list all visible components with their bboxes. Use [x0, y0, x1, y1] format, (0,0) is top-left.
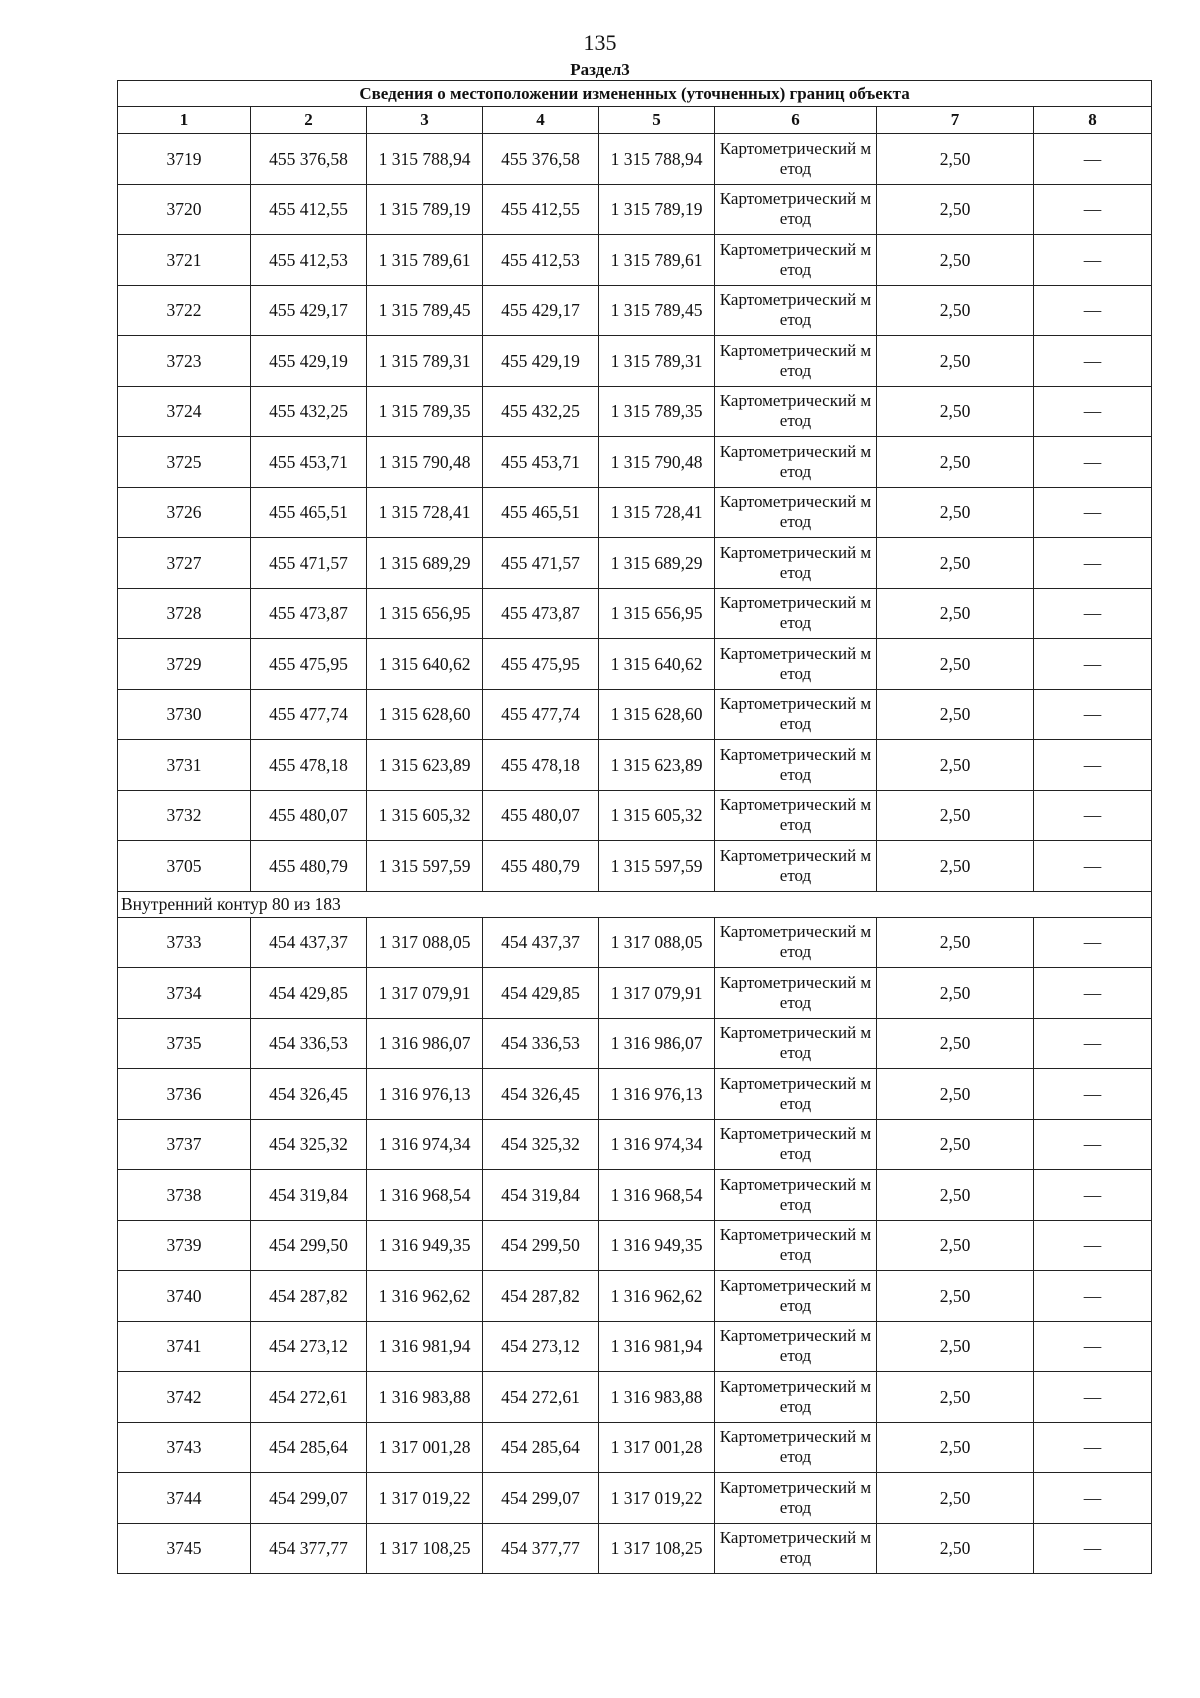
y-new-cell: 1 315 628,60 — [599, 689, 715, 740]
y-new-cell: 1 315 789,19 — [599, 184, 715, 235]
table-row — [118, 1018, 1152, 1069]
point-number-cell: 3729 — [118, 639, 251, 690]
point-number-cell: 3744 — [118, 1473, 251, 1524]
accuracy-cell: 2,50 — [877, 917, 1034, 968]
method-cell: Картометрический метод — [715, 968, 877, 1019]
method-cell: Картометрический метод — [715, 386, 877, 437]
y-new-cell: 1 315 656,95 — [599, 588, 715, 639]
accuracy-cell: 2,50 — [877, 336, 1034, 387]
note-cell: — — [1034, 184, 1152, 235]
accuracy-cell: 2,50 — [877, 134, 1034, 185]
x-existing-cell: 454 299,50 — [251, 1220, 367, 1271]
method-cell: Картометрический метод — [715, 1069, 877, 1120]
accuracy-cell: 2,50 — [877, 1170, 1034, 1221]
note-cell: — — [1034, 235, 1152, 286]
column-number: 5 — [599, 107, 715, 134]
column-number: 8 — [1034, 107, 1152, 134]
point-number-cell: 3721 — [118, 235, 251, 286]
y-existing-cell: 1 316 976,13 — [367, 1069, 483, 1120]
y-existing-cell: 1 316 983,88 — [367, 1372, 483, 1423]
table-row — [118, 285, 1152, 336]
method-cell: Картометрический метод — [715, 487, 877, 538]
y-existing-cell: 1 315 789,61 — [367, 235, 483, 286]
accuracy-cell: 2,50 — [877, 1321, 1034, 1372]
x-existing-cell: 454 299,07 — [251, 1473, 367, 1524]
method-cell: Картометрический метод — [715, 790, 877, 841]
x-new-cell: 454 299,07 — [483, 1473, 599, 1524]
note-cell: — — [1034, 1220, 1152, 1271]
note-cell: — — [1034, 1069, 1152, 1120]
table-row — [118, 437, 1152, 488]
method-cell: Картометрический метод — [715, 1473, 877, 1524]
x-existing-cell: 454 437,37 — [251, 917, 367, 968]
x-existing-cell: 454 326,45 — [251, 1069, 367, 1120]
y-existing-cell: 1 315 788,94 — [367, 134, 483, 185]
note-cell: — — [1034, 1321, 1152, 1372]
y-new-cell: 1 315 640,62 — [599, 639, 715, 690]
table-row — [118, 1372, 1152, 1423]
column-number: 3 — [367, 107, 483, 134]
table-row — [118, 1069, 1152, 1120]
y-existing-cell: 1 315 656,95 — [367, 588, 483, 639]
y-new-cell: 1 315 789,45 — [599, 285, 715, 336]
point-number-cell: 3738 — [118, 1170, 251, 1221]
y-existing-cell: 1 316 962,62 — [367, 1271, 483, 1322]
table-caption: Сведения о местоположении измененных (уточненных) границ объекта — [118, 81, 1152, 107]
x-existing-cell: 454 325,32 — [251, 1119, 367, 1170]
accuracy-cell: 2,50 — [877, 1220, 1034, 1271]
x-existing-cell: 455 429,17 — [251, 285, 367, 336]
accuracy-cell: 2,50 — [877, 588, 1034, 639]
x-existing-cell: 454 273,12 — [251, 1321, 367, 1372]
accuracy-cell: 2,50 — [877, 790, 1034, 841]
point-number-cell: 3723 — [118, 336, 251, 387]
x-new-cell: 455 429,17 — [483, 285, 599, 336]
method-cell: Картометрический метод — [715, 1271, 877, 1322]
table-row — [118, 538, 1152, 589]
method-cell: Картометрический метод — [715, 134, 877, 185]
point-number-cell: 3719 — [118, 134, 251, 185]
method-cell: Картометрический метод — [715, 184, 877, 235]
method-cell: Картометрический метод — [715, 588, 877, 639]
note-cell: — — [1034, 740, 1152, 791]
note-cell: — — [1034, 1523, 1152, 1574]
y-new-cell: 1 315 597,59 — [599, 841, 715, 892]
point-number-cell: 3727 — [118, 538, 251, 589]
y-existing-cell: 1 315 789,45 — [367, 285, 483, 336]
x-new-cell: 455 478,18 — [483, 740, 599, 791]
page-number: 135 — [583, 30, 617, 55]
x-new-cell: 454 377,77 — [483, 1523, 599, 1574]
x-existing-cell: 455 480,07 — [251, 790, 367, 841]
note-cell: — — [1034, 689, 1152, 740]
point-number-cell: 3737 — [118, 1119, 251, 1170]
table-row — [118, 1271, 1152, 1322]
accuracy-cell: 2,50 — [877, 1069, 1034, 1120]
x-new-cell: 455 475,95 — [483, 639, 599, 690]
table-row — [118, 336, 1152, 387]
y-existing-cell: 1 316 974,34 — [367, 1119, 483, 1170]
point-number-cell: 3724 — [118, 386, 251, 437]
x-existing-cell: 454 272,61 — [251, 1372, 367, 1423]
point-number-cell: 3731 — [118, 740, 251, 791]
x-existing-cell: 455 465,51 — [251, 487, 367, 538]
point-number-cell: 3736 — [118, 1069, 251, 1120]
table-row — [118, 1473, 1152, 1524]
y-existing-cell: 1 315 597,59 — [367, 841, 483, 892]
method-cell: Картометрический метод — [715, 1523, 877, 1574]
table-row — [118, 1220, 1152, 1271]
method-cell: Картометрический метод — [715, 1119, 877, 1170]
accuracy-cell: 2,50 — [877, 689, 1034, 740]
x-new-cell: 455 477,74 — [483, 689, 599, 740]
point-number-cell: 3745 — [118, 1523, 251, 1574]
y-new-cell: 1 316 976,13 — [599, 1069, 715, 1120]
point-number-cell: 3733 — [118, 917, 251, 968]
y-existing-cell: 1 316 949,35 — [367, 1220, 483, 1271]
y-new-cell: 1 317 108,25 — [599, 1523, 715, 1574]
table-row — [118, 1170, 1152, 1221]
y-existing-cell: 1 317 001,28 — [367, 1422, 483, 1473]
table-row — [118, 1321, 1152, 1372]
y-existing-cell: 1 317 108,25 — [367, 1523, 483, 1574]
table-row — [118, 1422, 1152, 1473]
y-new-cell: 1 316 962,62 — [599, 1271, 715, 1322]
point-number-cell: 3726 — [118, 487, 251, 538]
x-existing-cell: 455 473,87 — [251, 588, 367, 639]
y-existing-cell: 1 316 986,07 — [367, 1018, 483, 1069]
column-number: 6 — [715, 107, 877, 134]
point-number-cell: 3740 — [118, 1271, 251, 1322]
y-existing-cell: 1 316 981,94 — [367, 1321, 483, 1372]
point-number-cell: 3730 — [118, 689, 251, 740]
x-new-cell: 455 480,79 — [483, 841, 599, 892]
method-cell: Картометрический метод — [715, 1220, 877, 1271]
y-existing-cell: 1 315 789,19 — [367, 184, 483, 235]
table-row — [118, 639, 1152, 690]
accuracy-cell: 2,50 — [877, 184, 1034, 235]
y-new-cell: 1 315 790,48 — [599, 437, 715, 488]
x-existing-cell: 454 287,82 — [251, 1271, 367, 1322]
table-body — [118, 134, 1152, 1574]
x-existing-cell: 455 432,25 — [251, 386, 367, 437]
note-cell: — — [1034, 1018, 1152, 1069]
table-row — [118, 588, 1152, 639]
x-new-cell: 454 336,53 — [483, 1018, 599, 1069]
y-new-cell: 1 315 623,89 — [599, 740, 715, 791]
accuracy-cell: 2,50 — [877, 1018, 1034, 1069]
x-existing-cell: 455 429,19 — [251, 336, 367, 387]
y-new-cell: 1 316 981,94 — [599, 1321, 715, 1372]
accuracy-cell: 2,50 — [877, 841, 1034, 892]
x-new-cell: 454 429,85 — [483, 968, 599, 1019]
point-number-cell: 3705 — [118, 841, 251, 892]
note-cell: — — [1034, 1119, 1152, 1170]
x-existing-cell: 455 480,79 — [251, 841, 367, 892]
point-number-cell: 3739 — [118, 1220, 251, 1271]
y-new-cell: 1 317 079,91 — [599, 968, 715, 1019]
note-cell: — — [1034, 1473, 1152, 1524]
method-cell: Картометрический метод — [715, 235, 877, 286]
note-cell: — — [1034, 968, 1152, 1019]
accuracy-cell: 2,50 — [877, 639, 1034, 690]
accuracy-cell: 2,50 — [877, 968, 1034, 1019]
section-title: Раздел3 — [570, 60, 630, 79]
method-cell: Картометрический метод — [715, 1170, 877, 1221]
accuracy-cell: 2,50 — [877, 1271, 1034, 1322]
point-number-cell: 3743 — [118, 1422, 251, 1473]
method-cell: Картометрический метод — [715, 1018, 877, 1069]
x-new-cell: 454 325,32 — [483, 1119, 599, 1170]
x-new-cell: 454 272,61 — [483, 1372, 599, 1423]
x-existing-cell: 455 412,55 — [251, 184, 367, 235]
y-new-cell: 1 317 001,28 — [599, 1422, 715, 1473]
x-new-cell: 455 429,19 — [483, 336, 599, 387]
note-cell: — — [1034, 917, 1152, 968]
x-existing-cell: 454 429,85 — [251, 968, 367, 1019]
x-new-cell: 454 326,45 — [483, 1069, 599, 1120]
x-new-cell: 454 299,50 — [483, 1220, 599, 1271]
table-row — [118, 235, 1152, 286]
y-new-cell: 1 315 689,29 — [599, 538, 715, 589]
point-number-cell: 3722 — [118, 285, 251, 336]
table-row — [118, 968, 1152, 1019]
x-new-cell: 455 480,07 — [483, 790, 599, 841]
y-new-cell: 1 316 986,07 — [599, 1018, 715, 1069]
note-cell: — — [1034, 639, 1152, 690]
x-existing-cell: 454 285,64 — [251, 1422, 367, 1473]
x-existing-cell: 455 412,53 — [251, 235, 367, 286]
x-new-cell: 455 473,87 — [483, 588, 599, 639]
x-existing-cell: 455 376,58 — [251, 134, 367, 185]
note-cell: — — [1034, 386, 1152, 437]
table-row — [118, 689, 1152, 740]
column-number: 4 — [483, 107, 599, 134]
y-new-cell: 1 315 789,31 — [599, 336, 715, 387]
boundary-coordinates-table — [117, 80, 1152, 1574]
x-new-cell: 455 465,51 — [483, 487, 599, 538]
y-existing-cell: 1 315 605,32 — [367, 790, 483, 841]
note-cell: — — [1034, 134, 1152, 185]
y-new-cell: 1 315 788,94 — [599, 134, 715, 185]
y-existing-cell: 1 315 789,35 — [367, 386, 483, 437]
accuracy-cell: 2,50 — [877, 538, 1034, 589]
x-existing-cell: 455 477,74 — [251, 689, 367, 740]
point-number-cell: 3732 — [118, 790, 251, 841]
y-existing-cell: 1 315 628,60 — [367, 689, 483, 740]
accuracy-cell: 2,50 — [877, 1422, 1034, 1473]
note-cell: — — [1034, 437, 1152, 488]
method-cell: Картометрический метод — [715, 285, 877, 336]
point-number-cell: 3735 — [118, 1018, 251, 1069]
y-existing-cell: 1 315 790,48 — [367, 437, 483, 488]
method-cell: Картометрический метод — [715, 689, 877, 740]
method-cell: Картометрический метод — [715, 639, 877, 690]
point-number-cell: 3728 — [118, 588, 251, 639]
y-new-cell: 1 317 088,05 — [599, 917, 715, 968]
x-new-cell: 454 437,37 — [483, 917, 599, 968]
y-existing-cell: 1 315 640,62 — [367, 639, 483, 690]
note-cell: — — [1034, 1271, 1152, 1322]
y-existing-cell: 1 317 088,05 — [367, 917, 483, 968]
table-row — [118, 487, 1152, 538]
method-cell: Картометрический метод — [715, 1372, 877, 1423]
method-cell: Картометрический метод — [715, 740, 877, 791]
accuracy-cell: 2,50 — [877, 740, 1034, 791]
x-existing-cell: 455 471,57 — [251, 538, 367, 589]
column-number-row — [118, 107, 1152, 134]
table-row — [118, 917, 1152, 968]
y-existing-cell: 1 315 689,29 — [367, 538, 483, 589]
contour-label: Внутренний контур 80 из 183 — [118, 891, 1152, 917]
table-row — [118, 1119, 1152, 1170]
y-new-cell: 1 315 789,35 — [599, 386, 715, 437]
method-cell: Картометрический метод — [715, 437, 877, 488]
y-new-cell: 1 316 968,54 — [599, 1170, 715, 1221]
point-number-cell: 3720 — [118, 184, 251, 235]
y-new-cell: 1 315 789,61 — [599, 235, 715, 286]
y-new-cell: 1 316 949,35 — [599, 1220, 715, 1271]
accuracy-cell: 2,50 — [877, 1523, 1034, 1574]
note-cell: — — [1034, 285, 1152, 336]
method-cell: Картометрический метод — [715, 1422, 877, 1473]
method-cell: Картометрический метод — [715, 1321, 877, 1372]
y-existing-cell: 1 316 968,54 — [367, 1170, 483, 1221]
y-new-cell: 1 315 728,41 — [599, 487, 715, 538]
method-cell: Картометрический метод — [715, 538, 877, 589]
x-new-cell: 455 376,58 — [483, 134, 599, 185]
x-existing-cell: 454 336,53 — [251, 1018, 367, 1069]
x-new-cell: 455 471,57 — [483, 538, 599, 589]
y-new-cell: 1 315 605,32 — [599, 790, 715, 841]
note-cell: — — [1034, 487, 1152, 538]
y-new-cell: 1 316 983,88 — [599, 1372, 715, 1423]
column-number: 2 — [251, 107, 367, 134]
x-new-cell: 455 412,55 — [483, 184, 599, 235]
table-row — [118, 841, 1152, 892]
method-cell: Картометрический метод — [715, 841, 877, 892]
table-row — [118, 1523, 1152, 1574]
y-existing-cell: 1 317 019,22 — [367, 1473, 483, 1524]
note-cell: — — [1034, 841, 1152, 892]
y-existing-cell: 1 315 623,89 — [367, 740, 483, 791]
x-new-cell: 454 273,12 — [483, 1321, 599, 1372]
table-row — [118, 134, 1152, 185]
x-existing-cell: 455 453,71 — [251, 437, 367, 488]
table-row — [118, 386, 1152, 437]
x-new-cell: 454 319,84 — [483, 1170, 599, 1221]
table-row — [118, 740, 1152, 791]
accuracy-cell: 2,50 — [877, 235, 1034, 286]
method-cell: Картометрический метод — [715, 336, 877, 387]
y-existing-cell: 1 317 079,91 — [367, 968, 483, 1019]
accuracy-cell: 2,50 — [877, 386, 1034, 437]
accuracy-cell: 2,50 — [877, 487, 1034, 538]
x-new-cell: 454 285,64 — [483, 1422, 599, 1473]
column-number: 7 — [877, 107, 1034, 134]
note-cell: — — [1034, 1372, 1152, 1423]
contour-header-row — [118, 891, 1152, 917]
y-new-cell: 1 316 974,34 — [599, 1119, 715, 1170]
y-existing-cell: 1 315 789,31 — [367, 336, 483, 387]
accuracy-cell: 2,50 — [877, 1372, 1034, 1423]
note-cell: — — [1034, 790, 1152, 841]
column-number: 1 — [118, 107, 251, 134]
note-cell: — — [1034, 538, 1152, 589]
y-new-cell: 1 317 019,22 — [599, 1473, 715, 1524]
note-cell: — — [1034, 588, 1152, 639]
table-row — [118, 790, 1152, 841]
point-number-cell: 3741 — [118, 1321, 251, 1372]
x-existing-cell: 454 319,84 — [251, 1170, 367, 1221]
point-number-cell: 3742 — [118, 1372, 251, 1423]
method-cell: Картометрический метод — [715, 917, 877, 968]
point-number-cell: 3725 — [118, 437, 251, 488]
note-cell: — — [1034, 1422, 1152, 1473]
x-new-cell: 455 432,25 — [483, 386, 599, 437]
table-row — [118, 184, 1152, 235]
x-new-cell: 454 287,82 — [483, 1271, 599, 1322]
point-number-cell: 3734 — [118, 968, 251, 1019]
accuracy-cell: 2,50 — [877, 1119, 1034, 1170]
x-existing-cell: 454 377,77 — [251, 1523, 367, 1574]
x-new-cell: 455 412,53 — [483, 235, 599, 286]
note-cell: — — [1034, 336, 1152, 387]
accuracy-cell: 2,50 — [877, 285, 1034, 336]
y-existing-cell: 1 315 728,41 — [367, 487, 483, 538]
x-existing-cell: 455 478,18 — [251, 740, 367, 791]
accuracy-cell: 2,50 — [877, 1473, 1034, 1524]
x-existing-cell: 455 475,95 — [251, 639, 367, 690]
accuracy-cell: 2,50 — [877, 437, 1034, 488]
note-cell: — — [1034, 1170, 1152, 1221]
x-new-cell: 455 453,71 — [483, 437, 599, 488]
